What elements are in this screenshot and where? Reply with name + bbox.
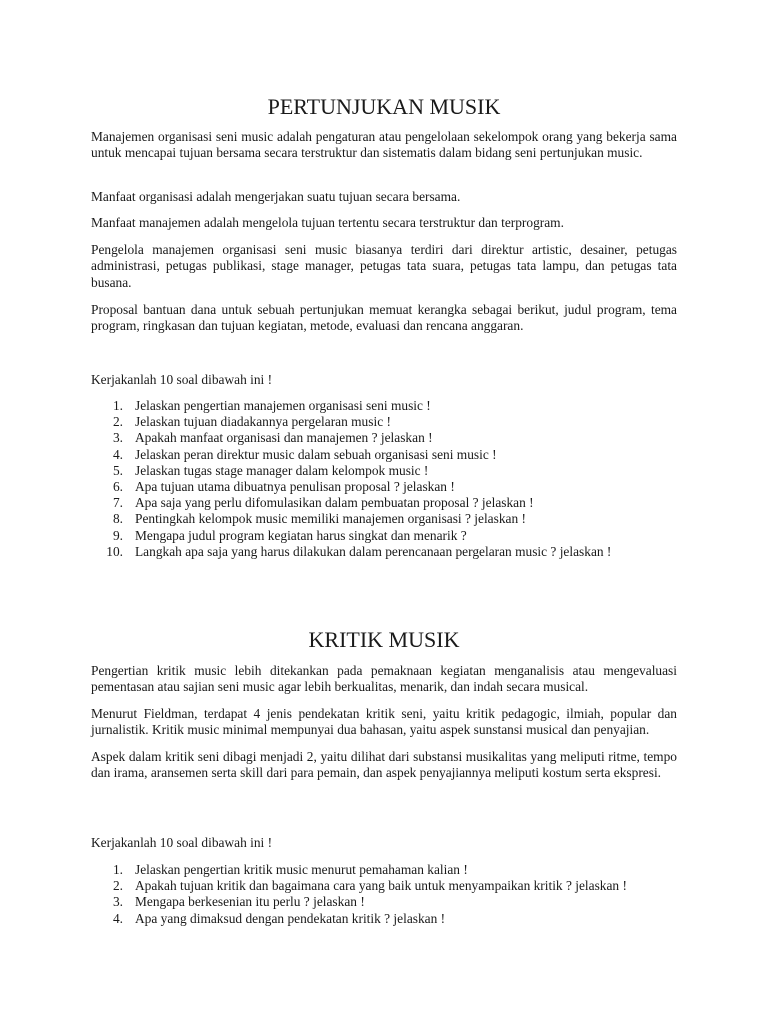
- list-item: [91, 878, 677, 894]
- section-title-pertunjukan: PERTUNJUKAN MUSIK: [267, 94, 501, 119]
- list-item: [91, 414, 677, 430]
- question-number: 1.: [112, 398, 123, 413]
- list-item: [91, 479, 677, 495]
- question-number: 7.: [112, 495, 123, 511]
- paragraph: Aspek dalam kritik seni dibagi menjadi 2, yaitu dilihat dari substansi musikalitas yang meliputi ritme, tempo dan irama, aransemen serta skill dari para pemain, dan aspek penyajiannya meliputi kostum serta ekspresi.: [91, 749, 677, 781]
- question-text: Jelaskan tujuan diadakannya pergelaran music !: [135, 414, 391, 430]
- list-item: [91, 528, 677, 544]
- exercise-intro: Kerjakanlah 10 soal dibawah ini !: [91, 835, 273, 850]
- question-number: 3.: [112, 430, 123, 446]
- question-number: 6.: [112, 479, 123, 495]
- question-number: 4.: [112, 446, 123, 462]
- question-text: Apakah tujuan kritik dan bagaimana cara yang baik untuk menyampaikan kritik ? jelaskan !: [135, 878, 627, 894]
- list-item: [91, 463, 677, 479]
- paragraph: Pengertian kritik music lebih ditekankan pada pemaknaan kegiatan menganalisis atau mengevaluasi pementasan atau sajian seni music agar lebih berkualitas, menarik, dan indah secara musical.: [91, 663, 677, 695]
- paragraph: Pengelola manajemen organisasi seni music biasanya terdiri dari direktur artistic, desainer, petugas administrasi, petugas publikasi, stage manager, petugas tata suara, petugas tata lampu, dan petugas tata busana.: [91, 242, 677, 290]
- list-item: [91, 511, 677, 527]
- question-text: Pentingkah kelompok music memiliki manajemen organisasi ? jelaskan !: [135, 511, 526, 527]
- question-text: Langkah apa saja yang harus dilakukan dalam perencanaan pergelaran music ? jelaskan !: [135, 543, 612, 559]
- list-item: [91, 447, 677, 463]
- list-item: [91, 862, 677, 878]
- question-text: Apa yang dimaksud dengan pendekatan kritik ? jelaskan !: [135, 910, 446, 926]
- question-list: [91, 398, 677, 560]
- exercise-intro: Kerjakanlah 10 soal dibawah ini !: [91, 372, 273, 387]
- question-text: Jelaskan tugas stage manager dalam kelompok music !: [135, 462, 429, 478]
- section-title-kritik: KRITIK MUSIK: [308, 627, 460, 652]
- list-item: [91, 495, 677, 511]
- paragraph: Menurut Fieldman, terdapat 4 jenis pendekatan kritik seni, yaitu kritik pedagogic, ilmiah, popular dan jurnalistik. Kritik music minimal mempunyai dua bahasan, yaitu aspek sunstansi musical dan penyajian.: [91, 706, 677, 738]
- question-list: [91, 862, 677, 927]
- question-number: 10.: [106, 543, 123, 559]
- question-text: Jelaskan pengertian manajemen organisasi seni music !: [135, 398, 431, 413]
- paragraph: Manajemen organisasi seni music adalah pengaturan atau pengelolaan sekelompok orang yang bekerja sama untuk mencapai tujuan bersama secara terstruktur dan sistematis dalam bidang seni pertunjukan music.: [91, 129, 677, 161]
- list-item: [91, 398, 677, 414]
- list-item: [91, 544, 677, 560]
- question-text: Apakah manfaat organisasi dan manajemen ? jelaskan !: [135, 430, 433, 446]
- question-number: 5.: [112, 462, 123, 478]
- paragraph: Proposal bantuan dana untuk sebuah pertunjukan memuat kerangka sebagai berikut, judul program, tema program, ringkasan dan tujuan kegiatan, metode, evaluasi dan rencana anggaran.: [91, 302, 677, 334]
- question-number: 2.: [112, 878, 123, 894]
- question-text: Jelaskan peran direktur music dalam sebuah organisasi seni music !: [135, 446, 497, 462]
- question-text: Apa tujuan utama dibuatnya penulisan proposal ? jelaskan !: [135, 479, 455, 495]
- question-number: 2.: [112, 414, 123, 430]
- question-text: Apa saja yang perlu difomulasikan dalam pembuatan proposal ? jelaskan !: [135, 495, 534, 511]
- question-text: Mengapa berkesenian itu perlu ? jelaskan !: [135, 894, 365, 910]
- question-text: Jelaskan pengertian kritik music menurut pemahaman kalian !: [135, 862, 468, 877]
- question-number: 8.: [112, 511, 123, 527]
- question-number: 9.: [112, 527, 123, 543]
- list-item: [91, 911, 677, 927]
- question-text: Mengapa judul program kegiatan harus singkat dan menarik ?: [135, 527, 467, 543]
- question-number: 3.: [112, 894, 123, 910]
- paragraph: Manfaat manajemen adalah mengelola tujuan tertentu secara terstruktur dan terprogram.: [91, 215, 564, 230]
- list-item: [91, 894, 677, 910]
- question-number: 1.: [112, 862, 123, 877]
- list-item: [91, 430, 677, 446]
- question-number: 4.: [112, 910, 123, 926]
- paragraph: Manfaat organisasi adalah mengerjakan suatu tujuan secara bersama.: [91, 189, 461, 204]
